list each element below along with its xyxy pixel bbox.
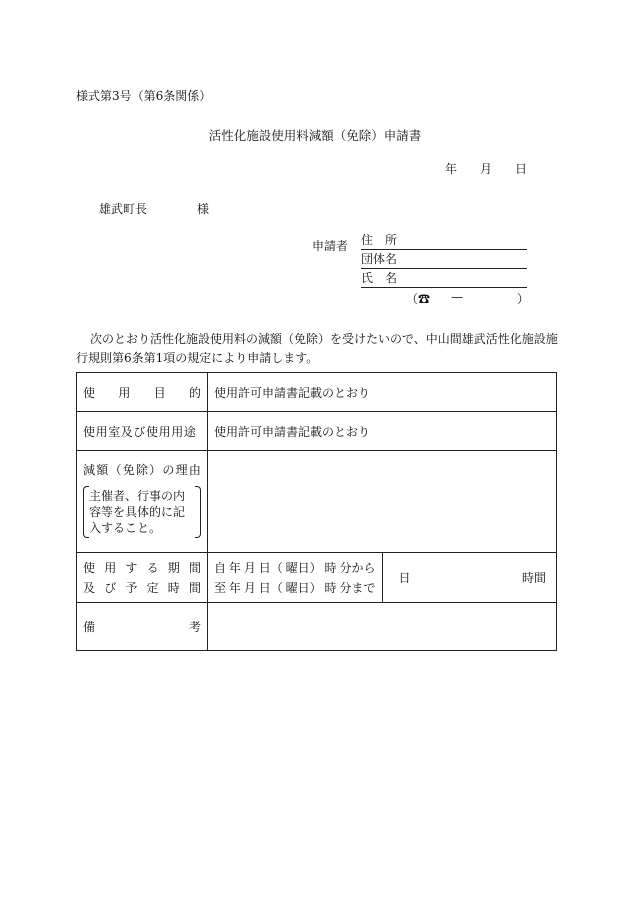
reason-value[interactable]	[208, 451, 557, 553]
period-from-row: 自 年 月 日（ 曜日） 時 分から	[214, 561, 376, 575]
period-duration[interactable]	[382, 553, 557, 603]
table-row-room-usage	[77, 412, 557, 451]
period-value[interactable]	[208, 553, 383, 603]
form-number: 様式第3号（第6条関係）	[76, 89, 212, 103]
reason-label: 減 額 （ 免 除 ） の 理 由 主催者、行事の内容等を具体的に記入すること。	[77, 451, 208, 553]
remarks-label: 備 考	[77, 603, 208, 651]
address-field[interactable]	[361, 234, 527, 250]
room-usage-value[interactable]: 使用許可申請書記載のとおり	[208, 412, 557, 451]
body-text: 次のとおり活性化施設使用料の減額（免除）を受けたいので、中山間雄武活性化施設施行規則第6条第1項の規定により申請します。	[76, 332, 558, 365]
body-paragraph	[76, 330, 558, 368]
period-label: 使 用 す る 期 間 及 び 予 定 時 間	[77, 553, 208, 603]
days-label: 日	[398, 571, 411, 585]
date-year-label: 年	[445, 162, 458, 176]
name-field[interactable]	[361, 272, 527, 288]
hours-label: 時間	[521, 571, 546, 585]
room-usage-label: 使用室及び使用用途	[77, 412, 208, 451]
remarks-value[interactable]	[208, 603, 557, 651]
table-row-remarks	[77, 603, 557, 651]
applicant-label: 申請者	[312, 239, 349, 253]
addressee-name: 雄武町長	[99, 202, 148, 216]
phone-dash: —	[451, 290, 463, 304]
application-table	[76, 372, 557, 651]
address-label: 住 所	[361, 233, 398, 247]
phone-open: （☎	[406, 292, 431, 306]
date-day-label: 日	[515, 162, 528, 176]
organization-field[interactable]	[361, 253, 527, 269]
period-to-row: 至 年 月 日（ 曜日） 時 分まで	[214, 581, 376, 595]
table-row-reason	[77, 451, 557, 553]
table-row-purpose	[77, 373, 557, 412]
date-month-label: 月	[480, 162, 493, 176]
addressee-honorific: 様	[197, 202, 210, 216]
purpose-label: 使 用 目 的	[77, 373, 208, 412]
reason-note: 主催者、行事の内容等を具体的に記入すること。	[83, 486, 201, 538]
document-title: 活性化施設使用料減額（免除）申請書	[208, 128, 422, 143]
name-label: 氏 名	[361, 271, 398, 285]
organization-label: 団体名	[361, 252, 398, 266]
purpose-value[interactable]: 使用許可申請書記載のとおり	[208, 373, 557, 412]
table-row-period	[77, 553, 557, 603]
phone-close: ）	[517, 292, 530, 306]
